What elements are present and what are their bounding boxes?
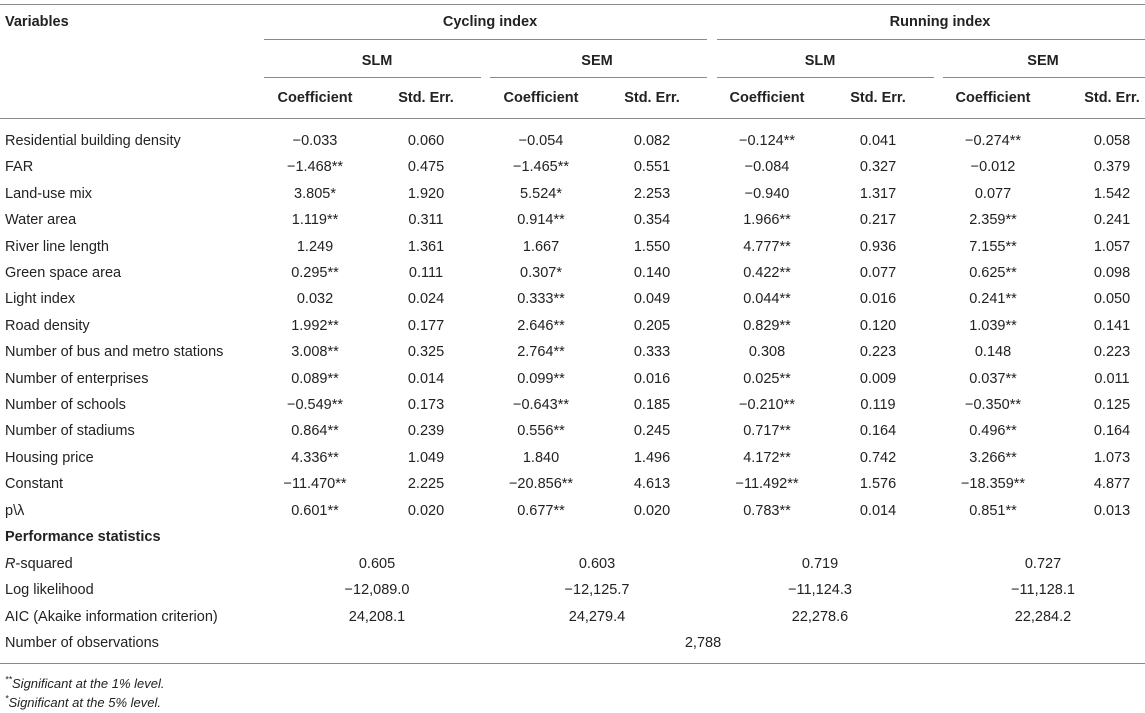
cell-cycling-slm-se: 1.920 (407, 185, 445, 202)
performance-value-cycling-slm: 0.605 (358, 556, 396, 572)
cell-running-slm-coef: −0.940 (744, 185, 790, 202)
cell-cycling-sem-se: 0.049 (633, 291, 671, 308)
coefficient-header-cycling-sem: Coefficient (503, 90, 579, 106)
cell-running-sem-se: 0.379 (1093, 159, 1131, 176)
cell-running-slm-se: 1.576 (859, 476, 897, 493)
cell-running-slm-coef: 1.966** (743, 212, 791, 229)
row-label: River line length (5, 238, 109, 255)
cell-cycling-sem-coef: 1.667 (522, 238, 560, 255)
performance-label-text: AIC (Akaike information criterion) (5, 608, 218, 625)
cell-cycling-slm-se: 0.173 (407, 397, 445, 413)
performance-label (5, 608, 218, 626)
cell-running-sem-coef: 3.266** (969, 449, 1017, 466)
cell-cycling-sem-coef: 0.307* (520, 265, 562, 281)
cell-running-slm-coef: 0.025** (743, 370, 791, 387)
performance-value-cycling-sem: 0.603 (578, 556, 616, 572)
cell-running-sem-coef: 0.241** (969, 291, 1017, 308)
model-rule-3 (717, 77, 934, 78)
performance-value-running-sem: −11,128.1 (1011, 582, 1075, 599)
performance-value-running-sem: 0.727 (1024, 556, 1062, 572)
cell-running-sem-se: 0.125 (1093, 397, 1131, 413)
cell-running-slm-coef: 0.044** (743, 291, 791, 308)
cell-cycling-slm-coef: −0.033 (292, 133, 338, 149)
row-label: Number of bus and metro stations (5, 344, 224, 361)
cell-running-sem-se: 1.073 (1093, 449, 1131, 466)
performance-label-text: -squared (15, 556, 73, 572)
cell-cycling-sem-coef: 2.646** (517, 317, 565, 334)
row-label: Residential building density (5, 133, 181, 149)
cell-running-slm-coef: 0.308 (748, 344, 786, 361)
cell-cycling-sem-se: 0.020 (633, 502, 671, 519)
row-label: Number of stadiums (5, 423, 135, 440)
cell-running-sem-coef: −18.359** (960, 476, 1026, 493)
row-label: Water area (5, 212, 77, 229)
cell-running-slm-se: 0.016 (859, 291, 897, 308)
cell-running-sem-se: 0.223 (1093, 344, 1131, 361)
cell-cycling-slm-coef: −11.470** (283, 476, 347, 493)
cell-cycling-slm-coef: 3.008** (291, 344, 339, 361)
cell-running-slm-coef: 0.717** (743, 423, 791, 440)
cell-cycling-sem-se: 0.140 (633, 265, 671, 281)
model-rule-1 (264, 77, 481, 78)
cell-cycling-sem-se: 0.016 (633, 370, 671, 387)
performance-label (5, 555, 73, 573)
cell-running-sem-se: 0.050 (1093, 291, 1131, 308)
performance-label-text: Log likelihood (5, 582, 94, 599)
cell-cycling-sem-se: 1.550 (633, 238, 671, 255)
model-rule-4 (943, 77, 1145, 78)
cell-running-sem-coef: 0.077 (974, 185, 1012, 202)
cell-running-sem-coef: 0.037** (969, 370, 1017, 387)
cell-cycling-slm-coef: −0.549** (286, 397, 344, 413)
cell-cycling-slm-se: 0.311 (408, 212, 444, 229)
cell-cycling-slm-se: 0.024 (407, 291, 445, 308)
cell-cycling-sem-coef: 5.524* (520, 185, 562, 202)
performance-label (5, 581, 94, 599)
cell-running-sem-se: 0.058 (1093, 133, 1131, 149)
performance-value-cycling-slm: 24,208.1 (348, 608, 406, 625)
cell-running-slm-se: 0.164 (859, 423, 897, 440)
cell-cycling-slm-se: 1.049 (407, 449, 445, 466)
cell-running-sem-coef: −0.274** (964, 133, 1022, 149)
row-label: FAR (5, 159, 34, 176)
observations-value: 2,788 (684, 635, 722, 651)
row-label: Housing price (5, 449, 94, 466)
cell-running-slm-coef: −0.124** (738, 133, 796, 149)
cell-running-sem-se: 1.542 (1093, 185, 1131, 202)
bottom-rule (0, 663, 1145, 664)
model-rule-2 (490, 77, 707, 78)
performance-value-cycling-slm: −12,089.0 (344, 582, 410, 599)
cell-cycling-sem-coef: 0.556** (517, 423, 565, 440)
header-bottom-rule (0, 118, 1145, 119)
cell-running-slm-coef: 0.829** (743, 317, 791, 334)
performance-value-running-sem: 22,284.2 (1014, 608, 1072, 625)
footnote-1pct: **Significant at the 1% level. (5, 674, 165, 691)
std-err-header-running-slm: Std. Err. (850, 90, 906, 106)
cell-cycling-sem-se: 0.205 (633, 317, 671, 334)
cell-cycling-slm-se: 0.325 (407, 344, 445, 361)
cell-cycling-sem-coef: 1.840 (522, 449, 560, 466)
row-label: Number of enterprises (5, 370, 149, 387)
cell-cycling-sem-coef: 0.333** (517, 291, 565, 308)
cell-running-sem-se: 0.011 (1094, 370, 1130, 387)
performance-value-running-slm: −11,124.3 (788, 582, 852, 599)
cell-running-slm-se: 0.041 (859, 133, 897, 149)
cell-cycling-sem-se: 0.245 (633, 423, 671, 440)
cell-cycling-slm-se: 0.475 (407, 159, 445, 176)
cell-running-sem-coef: 1.039** (969, 317, 1017, 334)
cell-running-sem-coef: 0.625** (969, 265, 1017, 281)
cell-running-slm-coef: −0.210** (738, 397, 796, 413)
cycling-index-header: Cycling index (442, 14, 538, 30)
cell-running-sem-se: 1.057 (1093, 238, 1131, 255)
row-label: Land-use mix (5, 185, 93, 202)
cell-cycling-slm-coef: 1.119** (291, 212, 339, 229)
running-index-header: Running index (889, 14, 991, 30)
cell-cycling-slm-se: 0.014 (407, 370, 445, 387)
cell-cycling-slm-se: 1.361 (407, 238, 445, 255)
cell-cycling-sem-se: 2.253 (633, 185, 671, 202)
cell-running-sem-coef: 0.148 (974, 344, 1012, 361)
cell-running-slm-coef: −0.084 (744, 159, 790, 176)
performance-value-running-slm: 0.719 (801, 556, 839, 572)
cell-running-sem-se: 0.241 (1093, 212, 1131, 229)
cell-cycling-sem-coef: 0.914** (517, 212, 565, 229)
cell-running-slm-se: 0.327 (859, 159, 897, 176)
row-label: Number of schools (5, 397, 126, 413)
cell-cycling-sem-coef: −0.054 (518, 133, 564, 149)
cell-running-slm-se: 0.217 (859, 212, 897, 229)
cell-cycling-slm-coef: 0.864** (291, 423, 339, 440)
cell-cycling-slm-coef: 1.249 (296, 238, 334, 255)
top-rule (0, 4, 1145, 5)
cell-cycling-slm-se: 0.060 (407, 133, 445, 149)
observations-label: Number of observations (5, 635, 159, 651)
cell-cycling-slm-se: 0.020 (407, 502, 445, 519)
cell-running-sem-coef: 0.851** (969, 502, 1017, 519)
model-header-running-sem: SEM (1027, 53, 1059, 69)
cell-cycling-slm-coef: 0.032 (296, 291, 334, 308)
cell-running-sem-se: 0.013 (1093, 502, 1131, 519)
cycling-rule (264, 39, 707, 40)
cell-running-slm-se: 0.936 (859, 238, 897, 255)
cell-running-slm-se: 0.014 (859, 502, 897, 519)
cell-running-sem-coef: 2.359** (969, 212, 1017, 229)
cell-cycling-slm-se: 0.177 (407, 317, 445, 334)
cell-running-sem-coef: −0.350** (964, 397, 1022, 413)
performance-value-cycling-sem: 24,279.4 (568, 608, 626, 625)
row-label: p\λ (5, 502, 25, 519)
cell-cycling-sem-se: 0.551 (633, 159, 671, 176)
footnote-5pct: *Significant at the 5% level. (5, 693, 161, 710)
cell-cycling-sem-se: 4.613 (633, 476, 671, 493)
model-header-running-slm: SLM (804, 53, 836, 69)
cell-cycling-sem-se: 1.496 (633, 449, 671, 466)
performance-value-cycling-sem: −12,125.7 (564, 582, 630, 599)
cell-running-sem-se: 0.141 (1093, 317, 1131, 334)
cell-running-sem-se: 0.098 (1093, 265, 1131, 281)
performance-label-italic: R (5, 556, 16, 572)
cell-running-sem-se: 0.164 (1093, 423, 1131, 440)
row-label: Light index (5, 291, 76, 308)
coefficient-header-cycling-slm: Coefficient (277, 90, 353, 106)
cell-cycling-slm-coef: 0.295** (291, 265, 339, 281)
cell-cycling-sem-se: 0.333 (633, 344, 671, 361)
cell-running-slm-se: 1.317 (859, 185, 897, 202)
model-header-cycling-sem: SEM (581, 53, 613, 69)
row-label: Road density (5, 317, 90, 334)
performance-statistics-heading: Performance statistics (5, 529, 161, 545)
cell-running-slm-se: 0.742 (859, 449, 897, 466)
cell-running-slm-se: 0.223 (859, 344, 897, 361)
cell-cycling-slm-coef: 4.336** (291, 449, 339, 466)
row-label: Constant (5, 476, 64, 493)
cell-running-slm-coef: 0.783** (743, 502, 791, 519)
cell-cycling-sem-se: 0.185 (633, 397, 671, 413)
cell-cycling-slm-se: 0.239 (407, 423, 445, 440)
cell-cycling-sem-se: 0.082 (633, 133, 671, 149)
cell-running-sem-coef: 7.155** (969, 238, 1017, 255)
cell-cycling-sem-coef: 0.677** (517, 502, 565, 519)
coefficient-header-running-sem: Coefficient (955, 90, 1031, 106)
cell-cycling-slm-se: 0.111 (408, 265, 444, 281)
cell-running-sem-coef: −0.012 (970, 159, 1016, 176)
cell-cycling-slm-se: 2.225 (407, 476, 445, 493)
cell-cycling-sem-coef: −0.643** (512, 397, 570, 413)
cell-cycling-sem-coef: −20.856** (508, 476, 574, 493)
performance-value-running-slm: 22,278.6 (791, 608, 849, 625)
cell-cycling-sem-coef: 2.764** (517, 344, 565, 361)
std-err-header-running-sem: Std. Err. (1084, 90, 1140, 106)
cell-cycling-slm-coef: 3.805* (294, 185, 336, 202)
cell-cycling-slm-coef: 0.089** (291, 370, 339, 387)
cell-cycling-slm-coef: 0.601** (291, 502, 339, 519)
cell-running-slm-se: 0.119 (860, 397, 896, 413)
cell-cycling-sem-se: 0.354 (633, 212, 671, 229)
cell-running-slm-coef: 4.777** (743, 238, 791, 255)
coefficient-header-running-slm: Coefficient (729, 90, 805, 106)
cell-running-slm-coef: 4.172** (743, 449, 791, 466)
cell-cycling-sem-coef: −1.465** (512, 159, 570, 176)
cell-running-sem-coef: 0.496** (969, 423, 1017, 440)
variables-header: Variables (5, 14, 69, 30)
cell-running-sem-se: 4.877 (1093, 476, 1131, 493)
cell-running-slm-se: 0.009 (859, 370, 897, 387)
cell-running-slm-coef: 0.422** (743, 265, 791, 281)
cell-running-slm-coef: −11.492** (735, 476, 799, 493)
cell-cycling-sem-coef: 0.099** (517, 370, 565, 387)
cell-cycling-slm-coef: 1.992** (291, 317, 339, 334)
std-err-header-cycling-sem: Std. Err. (624, 90, 680, 106)
cell-running-slm-se: 0.077 (859, 265, 897, 281)
cell-running-slm-se: 0.120 (859, 317, 897, 334)
model-header-cycling-slm: SLM (361, 53, 393, 69)
running-rule (717, 39, 1145, 40)
row-label: Green space area (5, 265, 122, 281)
std-err-header-cycling-slm: Std. Err. (398, 90, 454, 106)
cell-cycling-slm-coef: −1.468** (286, 159, 344, 176)
